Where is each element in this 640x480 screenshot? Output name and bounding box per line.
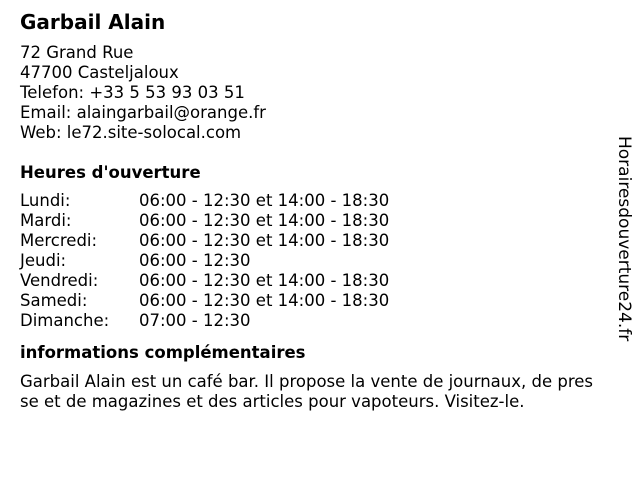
phone-line[interactable]: Telefon: +33 5 53 93 03 51 [20,83,245,102]
hours-row-lundi [20,191,389,211]
address-city: 47700 Casteljaloux [20,63,179,82]
day-hours: 06:00 - 12:30 et 14:00 - 18:30 [139,211,390,230]
hours-row-vendredi [20,271,389,291]
hours-row-mercredi [20,231,389,251]
info-heading: informations complémentaires [20,343,306,362]
website-line[interactable]: Web: le72.site-solocal.com [20,123,242,142]
day-hours: 06:00 - 12:30 et 14:00 - 18:30 [139,231,390,250]
business-description: Garbail Alain est un café bar. Il propose la vente de journaux, de presse et de magazines et des articles pour vapoteurs. Visitez-le. [20,372,594,411]
day-label: Jeudi: [20,251,67,270]
day-label: Mercredi: [20,231,98,250]
hours-row-dimanche [20,311,389,331]
address-street: 72 Grand Rue [20,43,134,62]
business-name: Garbail Alain [20,10,166,34]
day-hours: 06:00 - 12:30 et 14:00 - 18:30 [139,191,390,210]
day-hours: 06:00 - 12:30 et 14:00 - 18:30 [139,271,390,290]
hours-row-mardi [20,211,389,231]
contact-block [20,43,600,143]
site-brand-label: Horairesdouverture24.fr [614,136,634,342]
day-label: Dimanche: [20,311,110,330]
day-hours: 07:00 - 12:30 [139,311,251,330]
email-line[interactable]: Email: alaingarbail@orange.fr [20,103,266,122]
hours-row-jeudi [20,251,389,271]
day-label: Mardi: [20,211,72,230]
hours-row-samedi [20,291,389,311]
hours-heading: Heures d'ouverture [20,163,201,182]
day-hours: 06:00 - 12:30 et 14:00 - 18:30 [139,291,390,310]
day-label: Samedi: [20,291,88,310]
business-card [20,9,600,412]
day-label: Lundi: [20,191,71,210]
hours-table [20,191,389,331]
day-label: Vendredi: [20,271,99,290]
day-hours: 06:00 - 12:30 [139,251,251,270]
